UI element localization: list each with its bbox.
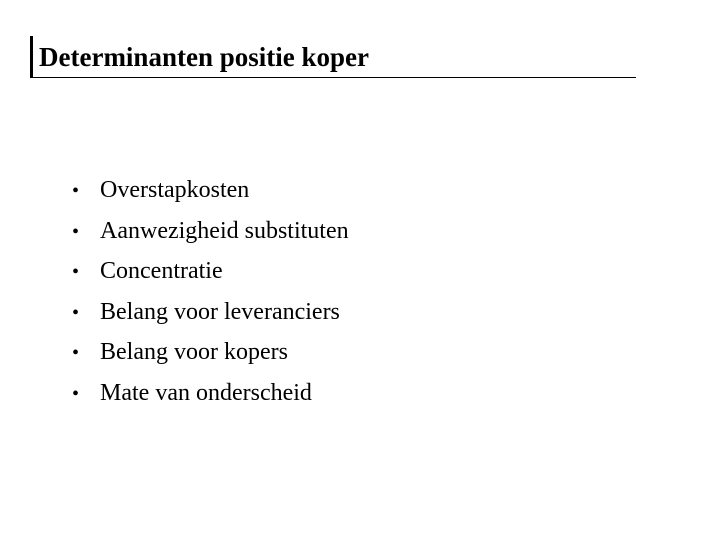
list-item [72, 170, 349, 211]
list-item [72, 251, 349, 292]
bullet-icon: • [72, 342, 80, 364]
list-item [72, 373, 349, 414]
list-item-text: Belang voor kopers [100, 339, 288, 365]
slide-title: Determinanten positie koper [39, 42, 369, 72]
bullet-icon: • [72, 382, 80, 405]
bullet-icon: • [72, 261, 80, 283]
list-item-text: Concentratie [100, 258, 223, 284]
bullet-icon: • [72, 301, 80, 324]
list-item-text: Aanwezigheid substituten [100, 217, 349, 244]
title-bar [30, 36, 636, 78]
list-item [72, 292, 349, 333]
list-item [72, 332, 349, 373]
list-item [72, 211, 349, 252]
list-item-text: Overstapkosten [100, 177, 250, 203]
bullet-icon: • [72, 220, 80, 243]
list-item-text: Mate van onderscheid [100, 379, 312, 406]
bullet-list [72, 170, 349, 413]
list-item-text: Belang voor leveranciers [100, 298, 340, 325]
bullet-icon: • [72, 180, 80, 202]
